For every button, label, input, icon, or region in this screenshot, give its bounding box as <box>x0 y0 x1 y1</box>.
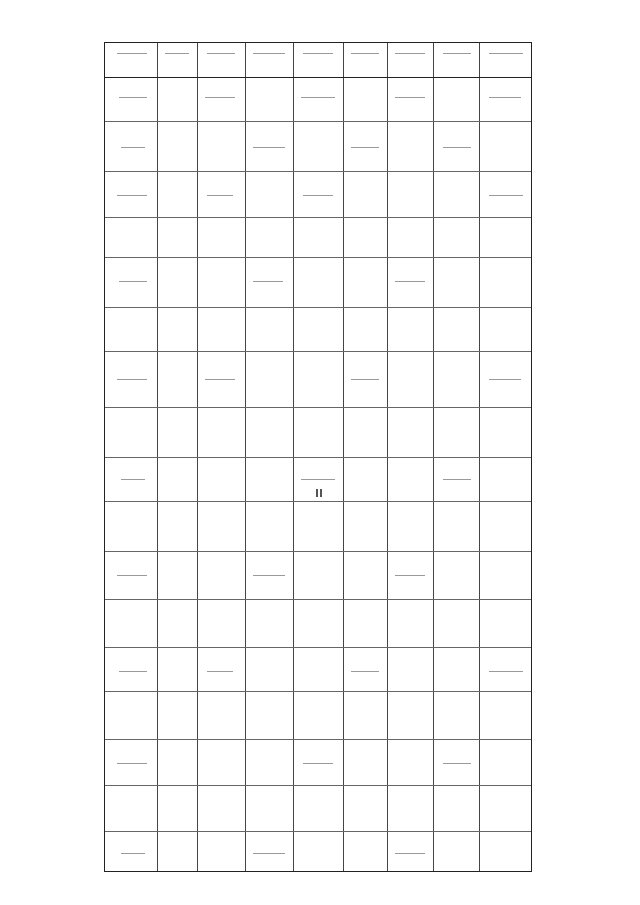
illegible-text-line <box>351 379 379 380</box>
illegible-text-line <box>253 575 285 576</box>
table-row-divider <box>105 171 531 172</box>
table-row-divider <box>105 77 531 78</box>
illegible-text-line <box>443 147 471 148</box>
illegible-text-line <box>395 575 425 576</box>
illegible-text-line <box>253 281 283 282</box>
illegible-text-line <box>207 53 235 54</box>
illegible-text-line <box>489 379 521 380</box>
illegible-text-line <box>121 853 145 854</box>
illegible-text-line <box>489 195 523 196</box>
illegible-text-line <box>303 195 333 196</box>
illegible-text-line <box>395 853 425 854</box>
table-row-divider <box>105 691 531 692</box>
illegible-text-line <box>489 97 521 98</box>
illegible-text-line <box>443 479 471 480</box>
illegible-text-line <box>117 195 147 196</box>
illegible-text-line <box>117 575 147 576</box>
illegible-text-line <box>117 379 147 380</box>
table-row-divider <box>105 739 531 740</box>
illegible-text-line <box>253 853 285 854</box>
rotated-data-table <box>104 42 532 872</box>
illegible-text-line <box>303 53 333 54</box>
illegible-text-line <box>351 671 379 672</box>
illegible-text-line <box>395 53 425 54</box>
illegible-text-line <box>207 195 233 196</box>
table-row-divider <box>105 831 531 832</box>
illegible-text-line <box>395 281 425 282</box>
illegible-text-line <box>253 53 285 54</box>
illegible-text-line <box>395 97 425 98</box>
illegible-text-line <box>121 479 145 480</box>
illegible-text-line <box>121 147 145 148</box>
table-row-divider <box>105 551 531 552</box>
illegible-text-line <box>303 763 333 764</box>
illegible-text-line <box>205 379 235 380</box>
illegible-text-line <box>117 53 147 54</box>
illegible-text-line <box>301 97 335 98</box>
table-row-divider <box>105 257 531 258</box>
table-row-divider <box>105 407 531 408</box>
table-row-divider <box>105 785 531 786</box>
illegible-text-line <box>443 53 471 54</box>
table-row-divider <box>105 217 531 218</box>
illegible-text-line <box>165 53 189 54</box>
table-row-divider <box>105 121 531 122</box>
illegible-text-line <box>119 97 147 98</box>
illegible-text-line <box>351 53 379 54</box>
illegible-text-line <box>119 281 147 282</box>
illegible-text-line <box>301 479 335 480</box>
illegible-text-line <box>443 763 471 764</box>
illegible-text-line <box>489 671 523 672</box>
table-row-divider <box>105 351 531 352</box>
illegible-text-line <box>205 97 235 98</box>
table-row-divider <box>105 501 531 502</box>
illegible-text-line <box>207 671 233 672</box>
table-row-divider <box>105 599 531 600</box>
illegible-text-line <box>117 763 147 764</box>
illegible-text-line <box>119 671 147 672</box>
illegible-text-line <box>253 147 285 148</box>
table-row-divider <box>105 457 531 458</box>
table-row-divider <box>105 307 531 308</box>
illegible-text-line <box>351 147 379 148</box>
table-row-divider <box>105 647 531 648</box>
illegible-text-line <box>489 53 523 54</box>
